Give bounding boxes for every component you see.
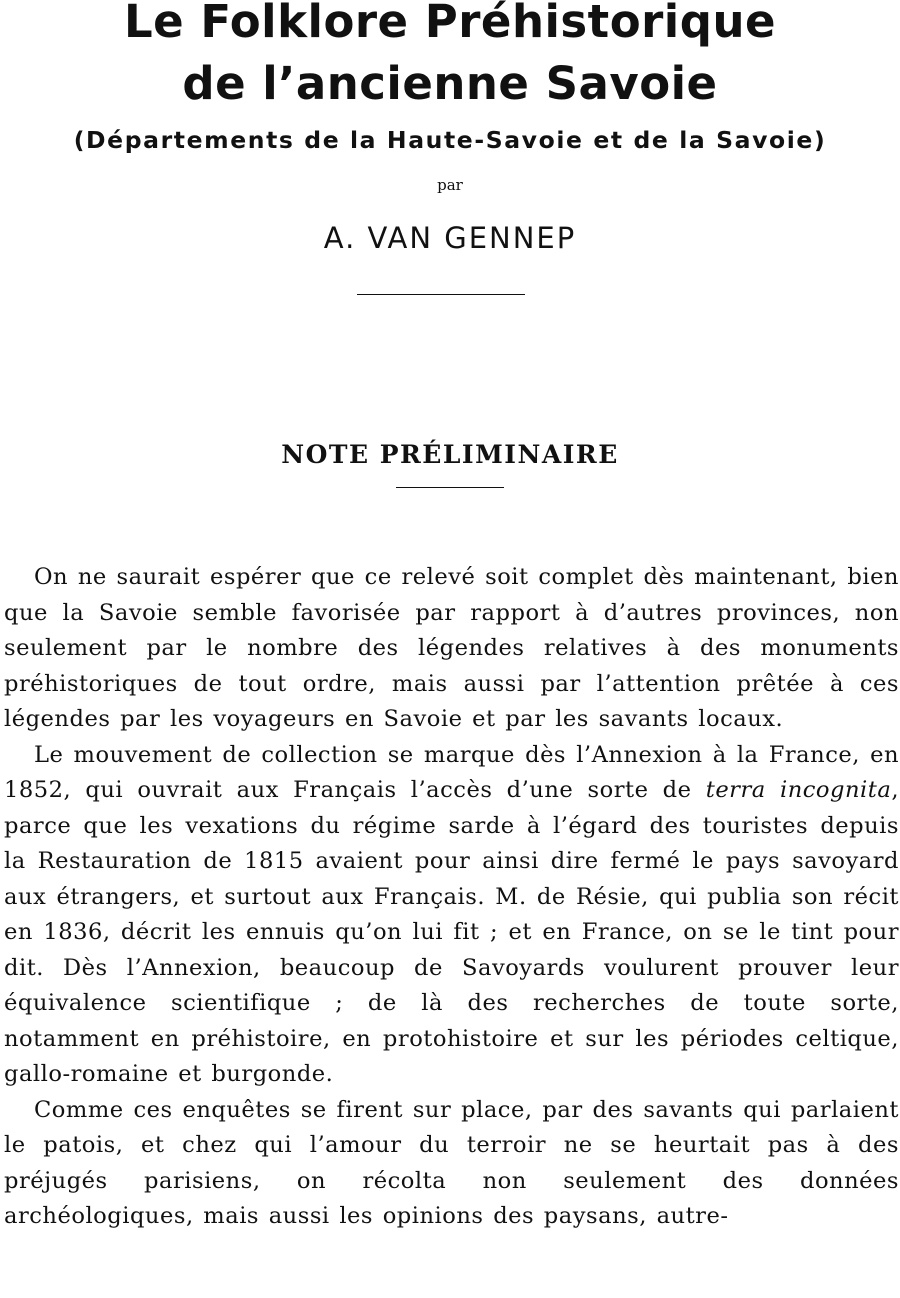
paragraph-2-italic: terra incognita [705, 777, 892, 803]
title-line-2: de l’ancienne Savoie [182, 57, 718, 110]
paragraph-2 [4, 738, 899, 1093]
paragraph-1: On ne saurait espérer que ce relevé soit complet dès maintenant, bien que la Savoie semble favorisée par rapport à d’autres provinces, non seulement par le nombre des légendes relatives à des monuments préhistoriques de tout ordre, mais aussi par l’attention prêtée à ces légendes par les voyageurs en Savoie et par les savants locaux. [4, 564, 899, 732]
title-line-1: Le Folklore Préhistorique [123, 0, 776, 48]
section-divider [396, 487, 504, 488]
paragraph-3: Comme ces enquêtes se firent sur place, par des savants qui parlaient le patois, et chez qui l’amour du terroir ne se heurtait pas à des préjugés parisiens, on récolta non seulement des données archéologiques, mais aussi les opinions des paysans, autre- [4, 1096, 899, 1229]
paragraph-2-part-2: , parce que les vexations du régime sarde à l’égard des touristes depuis la Restauration de 1815 avaient pour ainsi dire fermé le pays savoyard aux étrangers, et surtout aux Français. M. de Résie, qui publia son récit en 1836, décrit les ennuis qu’on lui fit ; et en France, on se le tint pour dit. Dès l’Annexion, beaucoup de Savoyards voulurent prouver leur équivalence scientifique ; de là des recherches de toute sorte, notamment en préhistoire, en protohistoire et sur les périodes celtique, gallo-romaine et burgonde. [4, 777, 899, 1087]
byline-par: par [437, 176, 463, 194]
title-divider [357, 294, 525, 295]
author-name: A. VAN GENNEP [323, 221, 577, 255]
subtitle: (Départements de la Haute-Savoie et de la Savoie) [73, 126, 827, 154]
section-heading: NOTE PRÉLIMINAIRE [281, 439, 619, 469]
paragraph-2-part-1: Le mouvement de collection se marque dès l’Annexion à la France, en 1852, qui ouvrait aux Français l’accès d’une sorte de [4, 741, 899, 803]
body-text [4, 560, 899, 1235]
